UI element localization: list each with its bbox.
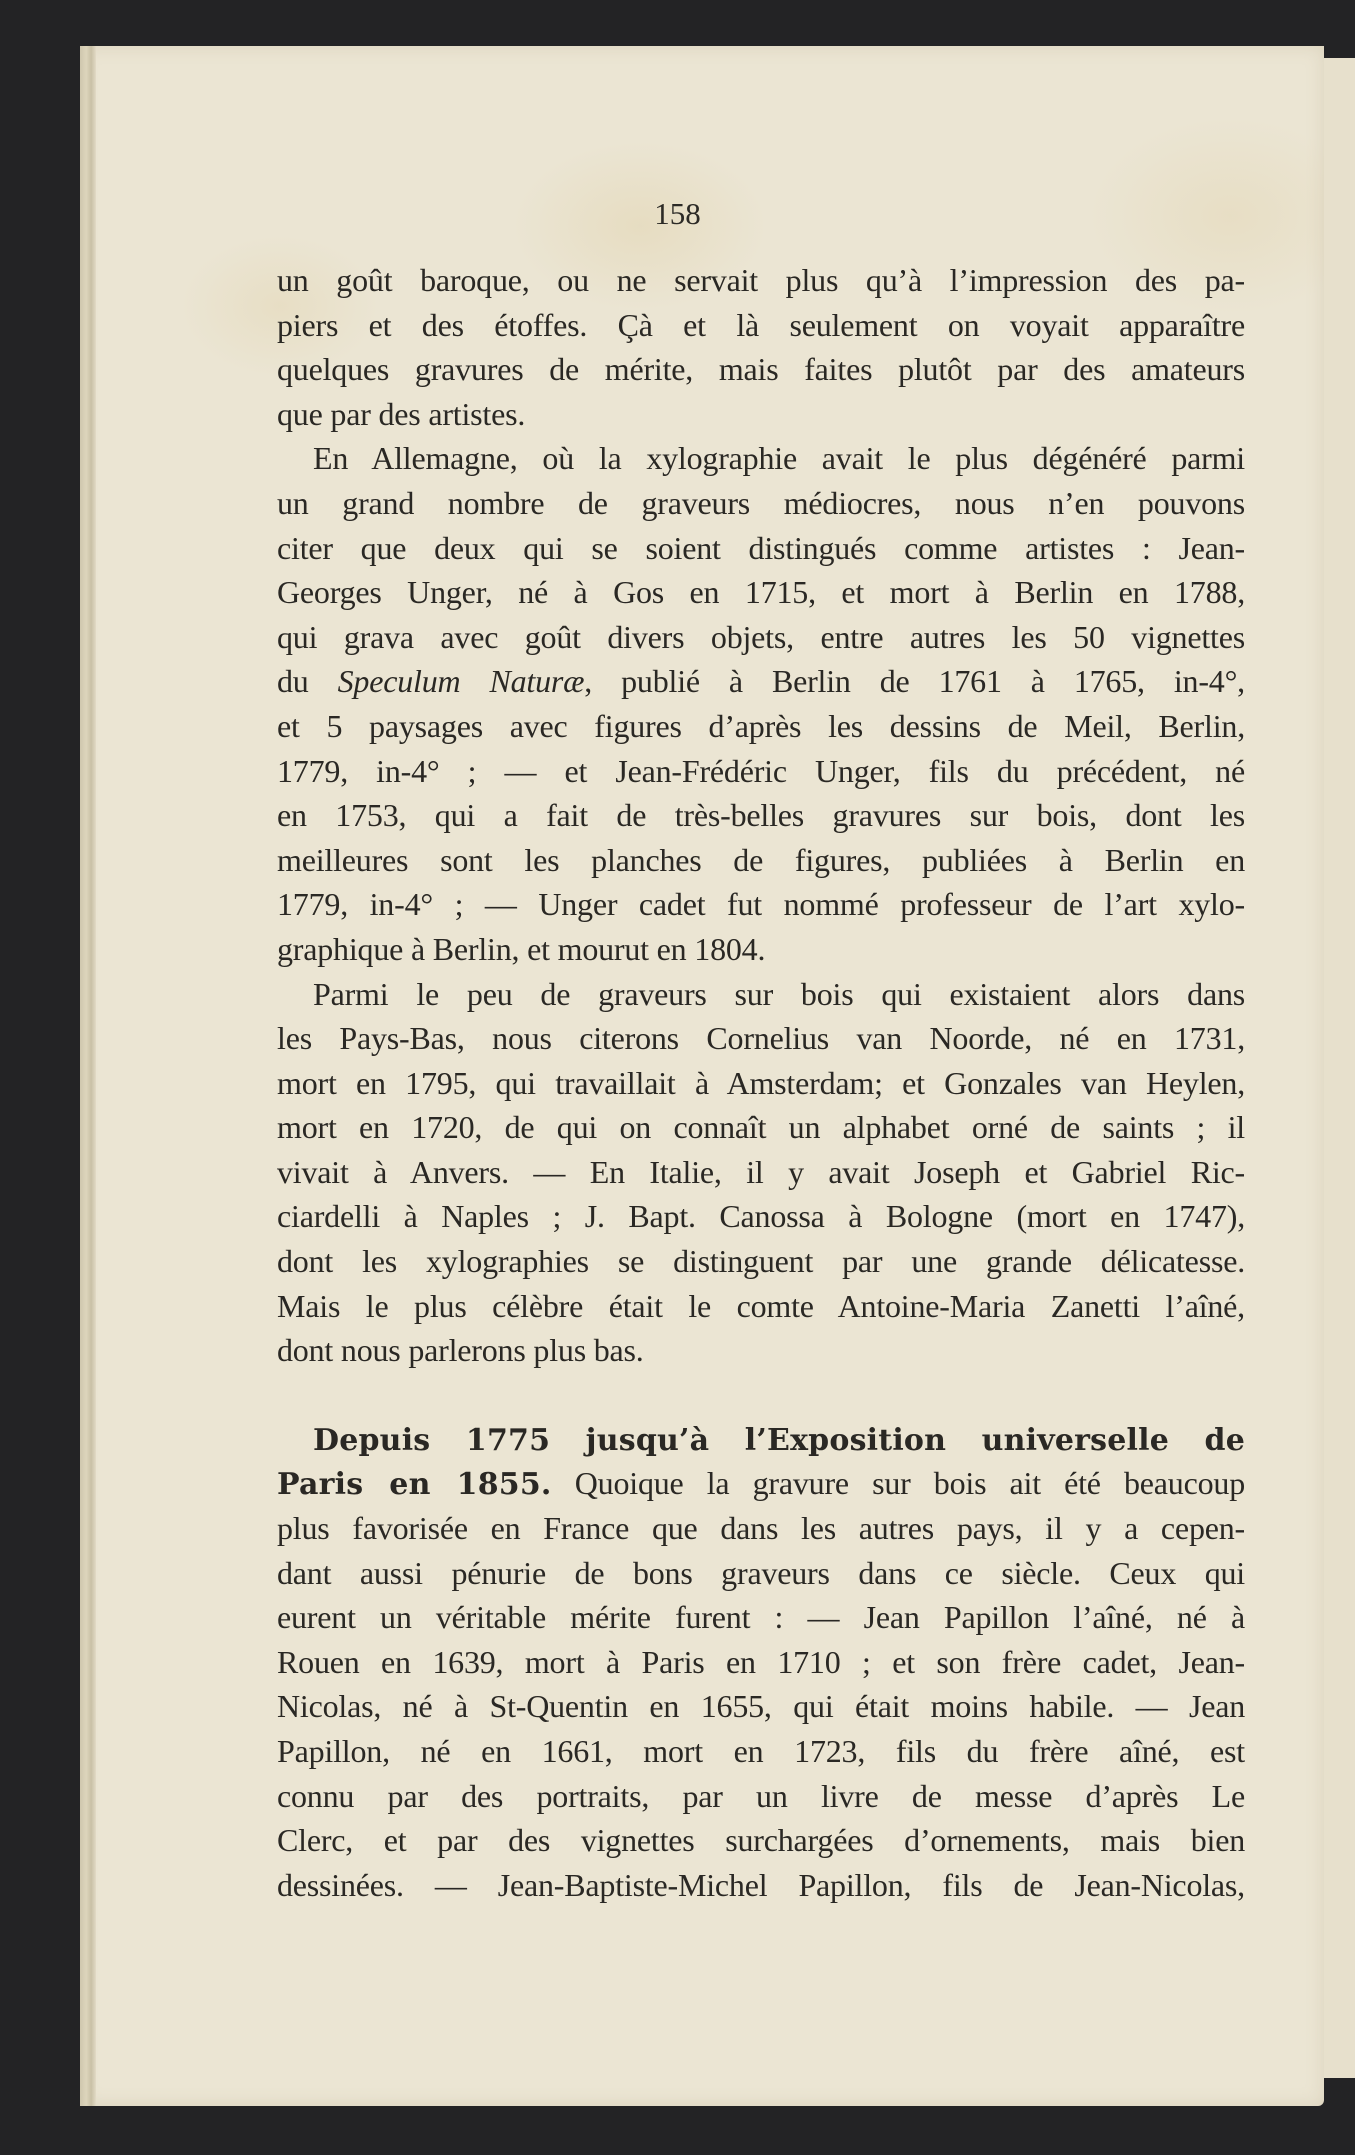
italic-book-title: Speculum Naturæ <box>337 663 585 700</box>
text-line: quelques gravures de mérite, mais faites plutôt par des amateurs <box>277 351 1245 388</box>
text-line: connu par des portraits, par un livre de messe d’après Le <box>277 1777 1245 1814</box>
text-line: mort en 1720, de qui on connaît un alphabet orné de saints ; il <box>277 1109 1245 1146</box>
text-line-with-italic-title <box>277 659 1245 704</box>
section-heading: Depuis 1775 jusqu’à l’Exposition universelle de <box>313 1422 1245 1458</box>
text-line: Parmi le peu de graveurs sur bois qui existaient alors dans <box>313 975 1245 1012</box>
text-line: 1779, in-4° ; — Unger cadet fut nommé professeur de l’art xylo- <box>277 886 1245 923</box>
text-line: Georges Unger, né à Gos en 1715, et mort à Berlin en 1788, <box>277 574 1245 611</box>
text-line: vivait à Anvers. — En Italie, il y avait Joseph et Gabriel Ric- <box>277 1153 1245 1190</box>
section-heading-line <box>277 1417 1245 1462</box>
text-line: citer que deux qui se soient distingués comme artistes : Jean- <box>277 529 1245 566</box>
text-line-with-heading <box>277 1461 1245 1506</box>
text-line: dessinées. — Jean-Baptiste-Michel Papillon, fils de Jean-Nicolas, <box>277 1866 1245 1903</box>
section-heading-continued: Paris en 1855. <box>277 1467 552 1503</box>
text-line: un grand nombre de graveurs médiocres, nous n’en pouvons <box>277 484 1245 521</box>
text-line: piers et des étoffes. Çà et là seulement on voyait apparaître <box>277 306 1245 343</box>
text-line: Clerc, et par des vignettes surchargées d’ornements, mais bien <box>277 1822 1245 1859</box>
text-line: meilleures sont les planches de figures, publiées à Berlin en <box>277 841 1245 878</box>
text-run: , publié à Berlin de 1761 à 1765, in-4°, <box>584 663 1245 700</box>
text-line: en 1753, qui a fait de très-belles gravures sur bois, dont les <box>277 797 1245 834</box>
text-line: plus favorisée en France que dans les autres pays, il y a cepen- <box>277 1510 1245 1547</box>
text-line: ciardelli à Naples ; J. Bapt. Canossa à Bologne (mort en 1747), <box>277 1198 1245 1235</box>
text-run: du <box>277 663 338 700</box>
page-block-edge <box>80 46 96 2106</box>
text-line: un goût baroque, ou ne servait plus qu’à l’impression des pa- <box>277 262 1245 298</box>
text-line: Papillon, né en 1661, mort en 1723, fils du frère aîné, est <box>277 1733 1245 1769</box>
body-text <box>277 258 1245 1907</box>
text-line: et 5 paysages avec figures d’après les dessins de Meil, Berlin, <box>277 707 1245 744</box>
text-line: eurent un véritable mérite furent : — Jean Papillon l’aîné, né à <box>277 1599 1245 1636</box>
text-line: dont nous parlerons plus bas. <box>277 1332 644 1369</box>
text-line: Nicolas, né à St-Quentin en 1655, qui était moins habile. — Jean <box>277 1688 1245 1725</box>
text-run: Quoique la gravure sur bois ait été beaucoup <box>551 1465 1245 1502</box>
text-line: En Allemagne, où la xylographie avait le plus dégénéré parmi <box>313 440 1245 477</box>
text-line: les Pays-Bas, nous citerons Cornelius van Noorde, né en 1731, <box>277 1020 1245 1057</box>
text-line: Mais le plus célèbre était le comte Antoine-Maria Zanetti l’aîné, <box>277 1287 1245 1324</box>
adjacent-page-edge <box>1322 58 1355 2078</box>
text-line: Rouen en 1639, mort à Paris en 1710 ; et son frère cadet, Jean- <box>277 1643 1245 1680</box>
text-line: 1779, in-4° ; — et Jean-Frédéric Unger, fils du précédent, né <box>277 752 1245 789</box>
text-line: qui grava avec goût divers objets, entre autres les 50 vignettes <box>277 618 1245 655</box>
text-line: dont les xylographies se distinguent par une grande délicatesse. <box>277 1243 1245 1280</box>
text-line: que par des artistes. <box>277 395 526 432</box>
page-number: 158 <box>654 196 701 231</box>
text-line: dant aussi pénurie de bons graveurs dans ce siècle. Ceux qui <box>277 1554 1245 1591</box>
text-line: graphique à Berlin, et mourut en 1804. <box>277 930 766 967</box>
text-line: mort en 1795, qui travaillait à Amsterdam; et Gonzales van Heylen, <box>277 1064 1245 1101</box>
